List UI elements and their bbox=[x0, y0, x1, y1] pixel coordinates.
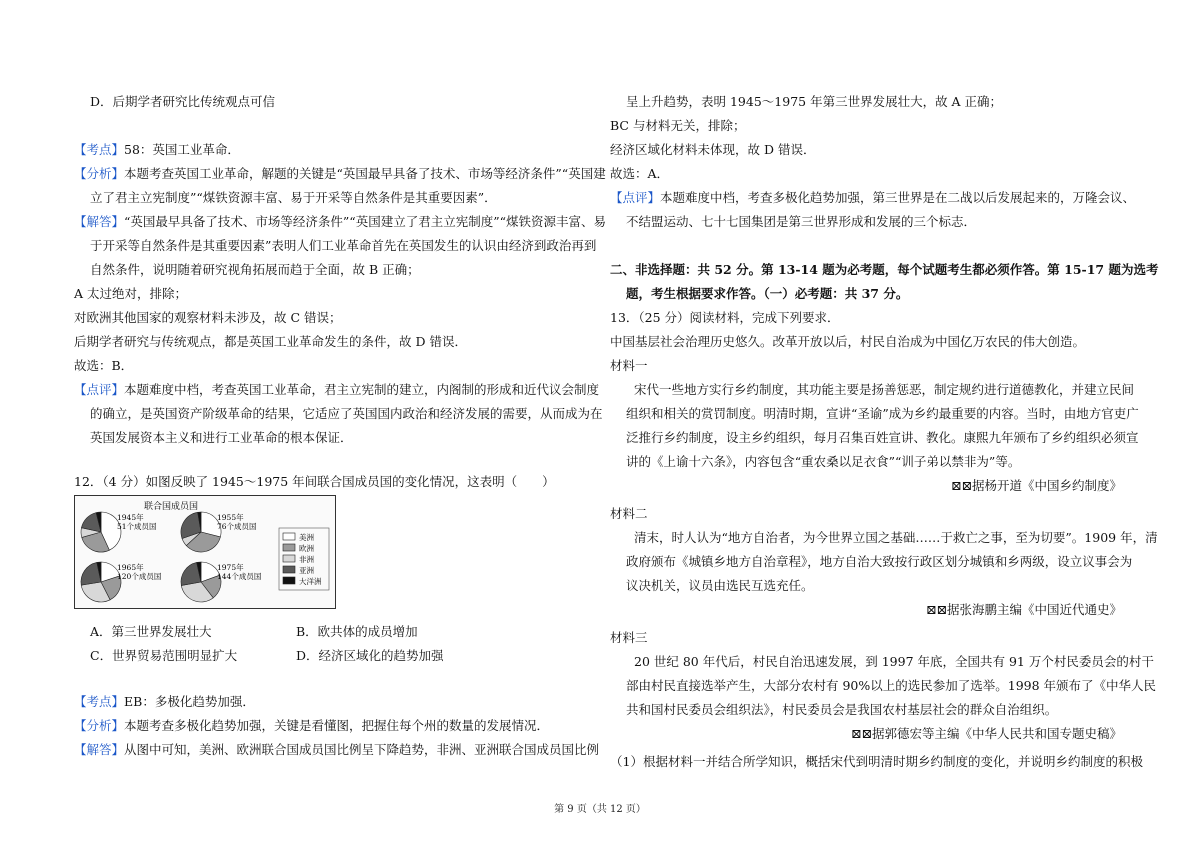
jieda-12-line2: 呈上升趋势，表明 1945～1975 年第三世界发展壮大，故 A 正确； bbox=[626, 94, 1003, 109]
pie-3-year: 1975年 bbox=[217, 563, 244, 572]
pie-3-count: 144个成员国 bbox=[217, 572, 262, 581]
page-footer: 第 9 页（共 12 页） bbox=[554, 804, 646, 815]
material-2-line1: 清末，时人认为“地方自治者，为今世界立国之基础……于救亡之事，至为切要”。1909 年，清 bbox=[634, 530, 1158, 545]
jieda-11-line6: 后期学者研究与传统观点，都是英国工业革命发生的条件，故 D 错误． bbox=[74, 334, 467, 349]
legend-label-2: 非洲 bbox=[299, 555, 314, 564]
answer-11: 故选：B． bbox=[74, 358, 134, 373]
jieda-12-line4: 经济区域化材料未体现，故 D 错误． bbox=[610, 142, 816, 157]
question-13-intro: 中国基层社会治理历史悠久。改革开放以后，村民自治成为中国亿万农民的伟大创造。 bbox=[610, 334, 1086, 349]
fenxi-11-line1: 【分析】本题考查英国工业革命，解题的关键是“英国最早具备了技术、市场等经济条件”“英国建 bbox=[74, 166, 606, 181]
material-3-label: 材料三 bbox=[610, 630, 648, 645]
option-b: B．欧共体的成员增加 bbox=[296, 624, 418, 639]
material-1-source: ⊠⊠据杨开道《中国乡约制度》 bbox=[951, 478, 1122, 493]
jieda-12-line1: 【解答】从图中可知，美洲、欧洲联合国成员国比例呈下降趋势，非洲、亚洲联合国成员国比例 bbox=[74, 742, 600, 757]
legend-label-3: 亚洲 bbox=[299, 566, 314, 575]
jieda-11-line5: 对欧洲其他国家的观察材料未涉及，故 C 错误； bbox=[74, 310, 342, 325]
material-1-line1: 宋代一些地方实行乡约制度，其功能主要是扬善惩恶，制定规约进行道德教化，并建立民间 bbox=[634, 382, 1135, 397]
material-2-line3: 议决机关，议员由选民互选充任。 bbox=[626, 578, 814, 593]
pie-0-year: 1945年 bbox=[117, 513, 144, 522]
option-d: D．经济区域化的趋势加强 bbox=[296, 648, 444, 663]
jieda-11-line3: 自然条件，说明随着研究视角拓展而趋于全面，故 B 正确； bbox=[90, 262, 420, 277]
dianping-11-line1: 【点评】本题难度中档，考查英国工业革命，君主立宪制的建立，内阁制的形成和近代议会制度 bbox=[74, 382, 600, 397]
un-members-chart bbox=[74, 495, 336, 609]
material-1-line3: 泛推行乡约制度，设主乡约组织，每月召集百姓宣讲、教化。康熙九年颁布了乡约组织必须宣 bbox=[626, 430, 1139, 445]
option-c: C．世界贸易范围明显扩大 bbox=[90, 648, 238, 663]
material-3-line1: 20 世纪 80 年代后，村民自治迅速发展，到 1997 年底，全国共有 91 万个村民委员会的村干 bbox=[634, 654, 1154, 669]
kaodian-12: 【考点】EB：多极化趋势加强． bbox=[74, 694, 255, 709]
jieda-12-line3: BC 与材料无关，排除； bbox=[610, 118, 746, 133]
pie-2-year: 1965年 bbox=[117, 563, 144, 572]
section-2-heading-line1: 二、非选择题：共 52 分。第 13-14 题为必考题，每个试题考生都必须作答。第 15-17 题为选考 bbox=[610, 262, 1159, 277]
jieda-11-line1: 【解答】“英国最早具备了技术、市场等经济条件”“英国建立了君主立宪制度”“煤铁资源丰富、易 bbox=[74, 214, 606, 229]
kaodian-11: 【考点】58：英国工业革命． bbox=[74, 142, 240, 157]
chart-title: 联合国成员国 bbox=[143, 502, 199, 512]
dianping-12-line1: 【点评】本题难度中档，考查多极化趋势加强，第三世界是在二战以后发展起来的，万隆会议、 bbox=[610, 190, 1136, 205]
material-1-label: 材料一 bbox=[610, 358, 648, 373]
legend-swatch-4 bbox=[283, 577, 295, 584]
jieda-11-line4: A 太过绝对，排除； bbox=[74, 286, 188, 301]
pie-0-count: 51个成员国 bbox=[117, 522, 157, 531]
legend-label-0: 美洲 bbox=[299, 533, 314, 542]
dianping-11-line2: 的确立，是英国资产阶级革命的结果，它适应了英国国内政治和经济发展的需要，从而成为在 bbox=[90, 406, 603, 421]
legend-swatch-1 bbox=[283, 544, 295, 551]
pie-2-count: 120个成员国 bbox=[117, 572, 162, 581]
answer-12: 故选：A． bbox=[610, 166, 670, 181]
legend-swatch-2 bbox=[283, 555, 295, 562]
pie-1-count: 76个成员国 bbox=[217, 522, 257, 531]
legend-swatch-0 bbox=[283, 533, 295, 540]
fenxi-11-line2: 立了君主立宪制度”“煤铁资源丰富、易于开采等自然条件是其重要因素”． bbox=[90, 190, 497, 205]
dianping-11-line3: 英国发展资本主义和进行工业革命的根本保证． bbox=[90, 430, 353, 445]
legend-swatch-3 bbox=[283, 566, 295, 573]
material-3-line3: 共和国村民委员会组织法》，村民委员会是我国农村基层社会的群众自治组织。 bbox=[626, 702, 1058, 717]
material-2-line2: 政府颁布《城镇乡地方自治章程》，地方自治大致按行政区划分城镇和乡两级，设立议事会为 bbox=[626, 554, 1133, 569]
material-2-source: ⊠⊠据张海鹏主编《中国近代通史》 bbox=[926, 602, 1122, 617]
section-2-heading-line2: 题，考生根据要求作答。（一）必考题：共 37 分。 bbox=[626, 286, 909, 301]
material-3-line2: 部由村民直接选举产生，大部分农村有 90%以上的选民参加了选举。1998 年颁布了《中华人民 bbox=[626, 678, 1157, 693]
pie-1-year: 1955年 bbox=[217, 513, 244, 522]
question-13-part1: （1）根据材料一并结合所学知识，概括宋代到明清时期乡约制度的变化，并说明乡约制度的积极 bbox=[610, 754, 1143, 769]
material-1-line4: 讲的《上谕十六条》，内容包含“重农桑以足衣食”“训子弟以禁非为”等。 bbox=[626, 454, 1021, 469]
option-a: A．第三世界发展壮大 bbox=[90, 624, 212, 639]
legend-label-4: 大洋洲 bbox=[299, 577, 322, 586]
legend-label-1: 欧洲 bbox=[299, 544, 314, 553]
dianping-12-line2: 不结盟运动、七十七国集团是第三世界形成和发展的三个标志． bbox=[626, 214, 977, 229]
material-1-line2: 组织和相关的赏罚制度。明清时期，宣讲“圣谕”成为乡约最重要的内容。当时，由地方官吏广 bbox=[626, 406, 1139, 421]
material-2-label: 材料二 bbox=[610, 506, 648, 521]
question-13-stem: 13．（25 分）阅读材料，完成下列要求． bbox=[610, 310, 840, 325]
material-3-source: ⊠⊠据郭德宏等主编《中华人民共和国专题史稿》 bbox=[851, 726, 1122, 741]
jieda-11-line2: 于开采等自然条件是其重要因素”表明人们工业革命首先在英国发生的认识由经济到政治再到 bbox=[90, 238, 597, 253]
fenxi-12: 【分析】本题考查多极化趋势加强，关键是看懂图，把握住每个州的数量的发展情况． bbox=[74, 718, 550, 733]
question-11-option-d: D．后期学者研究比传统观点可信 bbox=[90, 94, 276, 109]
question-12-stem: 12．（4 分）如图反映了 1945～1975 年间联合国成员国的变化情况，这表明（ ） bbox=[74, 474, 555, 489]
un-members-chart-svg bbox=[75, 496, 335, 608]
